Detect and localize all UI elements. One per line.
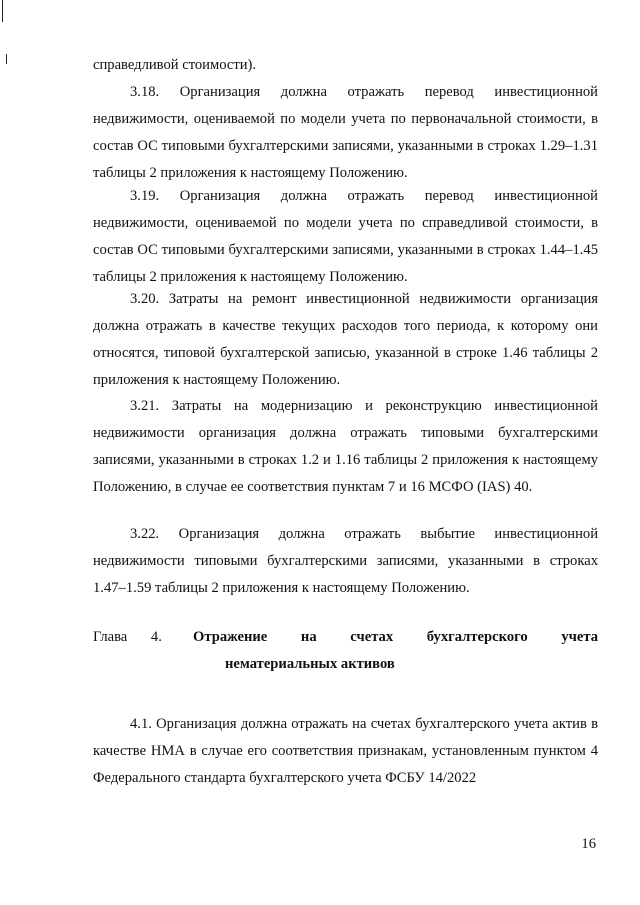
scan-edge-mark [6,54,7,64]
scan-edge-mark [2,0,3,22]
paragraph-3-19: 3.19. Организация должна отражать перевод инвестиционной недвижимости, оцениваемой по модели учета по справедливой стоимости, в состав ОС типовыми бухгалтерскими записями, указанными в строках 1.44–1.45 таблицы 2 приложения к настоящему Положению. [93,188,598,285]
paragraph-4-1: 4.1. Организация должна отражать на счетах бухгалтерского учета актив в качестве НМА в случае его соответствия признакам, установленным пунктом 4 Федерального стандарта бухгалтерского учета ФСБУ 14/2022 [93,716,598,786]
page-number: 16 [581,836,596,852]
chapter-title-line2: нематериальных активов [225,656,395,672]
chapter-label: Глава 4. [93,629,162,645]
paragraph-3-22: 3.22. Организация должна отражать выбытие инвестиционной недвижимости типовыми бухгалтерскими записями, указанными в строках 1.47–1.59 таблицы 2 приложения к настоящему Положению. [93,526,598,596]
paragraph-fragment: справедливой стоимости). [93,57,257,73]
paragraph-3-20: 3.20. Затраты на ремонт инвестиционной недвижимости организация должна отражать в качестве текущих расходов того периода, к которому они относятся, типовой бухгалтерской записью, указанной в строке 1.46 таблицы 2 приложения к настоящему Положению. [93,291,598,388]
chapter-heading [93,624,598,678]
paragraph-3-18: 3.18. Организация должна отражать перевод инвестиционной недвижимости, оцениваемой по модели учета по первоначальной стоимости, в состав ОС типовыми бухгалтерскими записями, указанными в строках 1.29–1.31 таблицы 2 приложения к настоящему Положению. [93,84,598,181]
chapter-title-line1: Отражение на счетах бухгалтерского учета [193,629,598,645]
paragraph-3-21: 3.21. Затраты на модернизацию и реконструкцию инвестиционной недвижимости организация должна отражать типовыми бухгалтерскими записями, указанными в строках 1.2 и 1.16 таблицы 2 приложения к настоящему Положению, в случае ее соответствия пунктам 7 и 16 МСФО (IAS) 40. [93,398,598,495]
